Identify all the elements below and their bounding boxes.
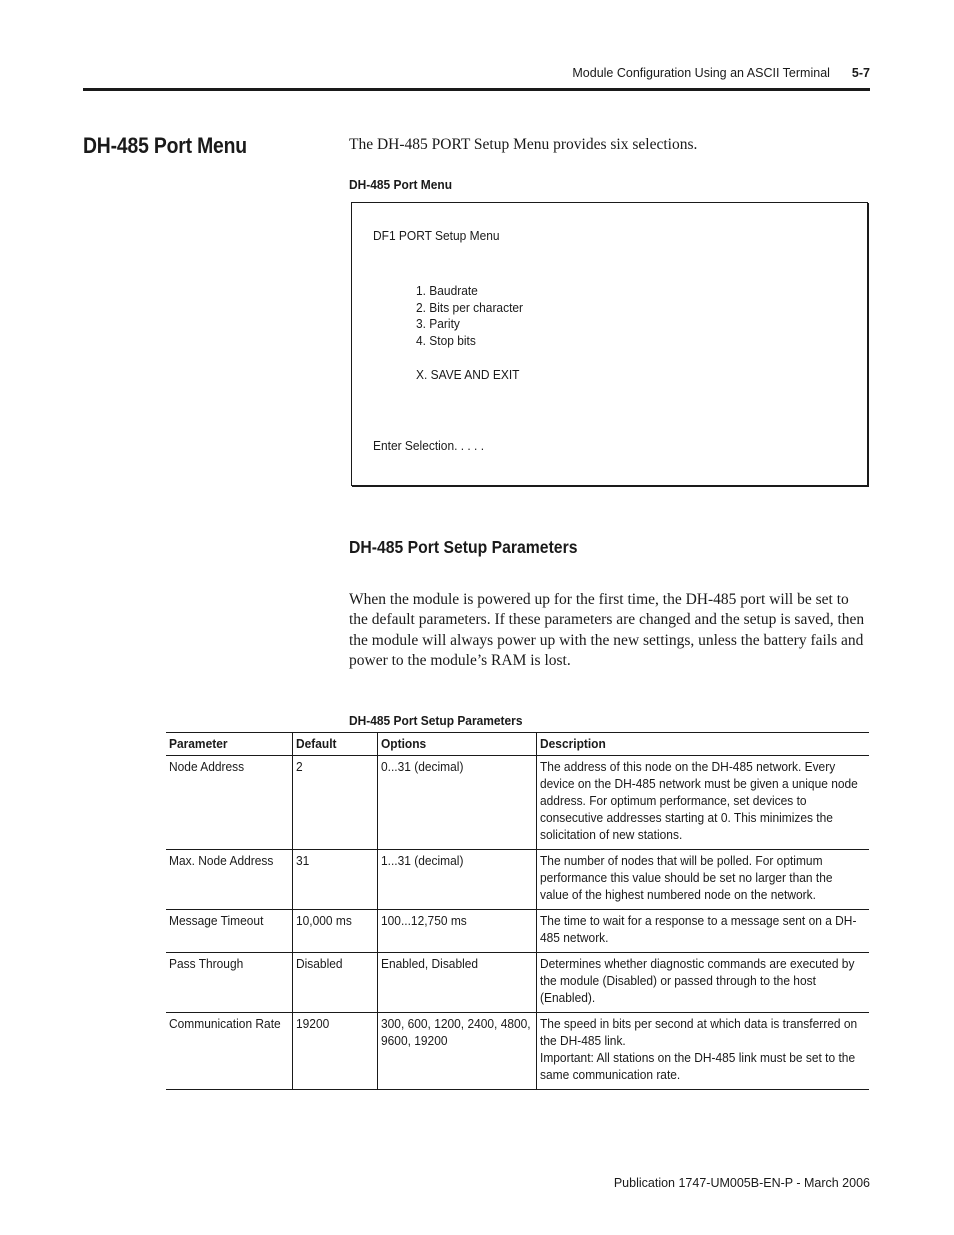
terminal-prompt: Enter Selection. . . . . — [373, 438, 485, 453]
cell-parameter: Max. Node Address — [166, 850, 293, 910]
table-row — [166, 1013, 869, 1090]
menu-item-bits-per-character: 2. Bits per character — [416, 299, 524, 315]
cell-default: 10,000 ms — [293, 910, 378, 953]
cell-parameter: Message Timeout — [166, 910, 293, 953]
important-note: Important: All stations on the DH-485 link must be set to the same communication rate. — [540, 1050, 856, 1082]
menu-item-stop-bits: 4. Stop bits — [416, 333, 476, 349]
cell-options: 300, 600, 1200, 2400, 4800, 9600, 19200 — [378, 1013, 537, 1090]
table-caption: DH-485 Port Setup Parameters — [349, 713, 523, 728]
section-title: DH-485 Port Menu — [83, 133, 247, 158]
cell-options: 100...12,750 ms — [378, 910, 537, 953]
header-options: Options — [378, 733, 537, 756]
table-row — [166, 910, 869, 953]
cell-description: The number of nodes that will be polled. For optimum performance this value should be set no larger than the value of the highest numbered node on the network. — [537, 850, 870, 910]
terminal-menu-items — [416, 283, 532, 350]
table-row — [166, 850, 869, 910]
parameters-table — [166, 732, 869, 1090]
header-rule — [83, 88, 870, 91]
table-header-row — [166, 733, 869, 756]
cell-description: The address of this node on the DH-485 network. Every device on the DH-485 network must be given a unique node address. For optimum performance, set devices to consecutive addresses starting at 0. This minimizes the solicitation of new stations. — [537, 756, 870, 850]
description-text: The speed in bits per second at which data is transferred on the DH-485 link. — [540, 1016, 858, 1048]
publication-footer: Publication 1747-UM005B-EN-P - March 2006 — [613, 1176, 870, 1190]
page-number: 5-7 — [851, 66, 870, 80]
table-row — [166, 953, 869, 1013]
cell-parameter: Communication Rate — [166, 1013, 293, 1090]
header-parameter: Parameter — [166, 733, 293, 756]
cell-description — [537, 1013, 870, 1090]
header-default: Default — [293, 733, 378, 756]
cell-default: 31 — [293, 850, 378, 910]
cell-parameter: Node Address — [166, 756, 293, 850]
menu-item-parity: 3. Parity — [416, 316, 460, 332]
cell-options: Enabled, Disabled — [378, 953, 537, 1013]
running-header — [540, 66, 870, 80]
chapter-title: Module Configuration Using an ASCII Terminal — [572, 66, 830, 80]
table-row — [166, 756, 869, 850]
cell-default: 2 — [293, 756, 378, 850]
cell-parameter: Pass Through — [166, 953, 293, 1013]
header-description: Description — [537, 733, 870, 756]
cell-default: Disabled — [293, 953, 378, 1013]
terminal-menu-title: DF1 PORT Setup Menu — [373, 228, 500, 243]
menu-figure-caption: DH-485 Port Menu — [349, 177, 453, 192]
setup-paragraph: When the module is powered up for the first time, the DH-485 port will be set to the default parameters. If these parameters are changed and the setup is saved, then the module will always power up with the new settings, unless the battery fails and power to the module’s RAM is lost. — [349, 591, 865, 669]
cell-options: 0...31 (decimal) — [378, 756, 537, 850]
intro-text: The DH-485 PORT Setup Menu provides six selections. — [349, 136, 698, 153]
cell-options: 1...31 (decimal) — [378, 850, 537, 910]
cell-description: The time to wait for a response to a message sent on a DH-485 network. — [537, 910, 870, 953]
terminal-menu-box — [351, 202, 868, 486]
menu-item-save-and-exit: X. SAVE AND EXIT — [416, 367, 520, 382]
menu-item-baudrate: 1. Baudrate — [416, 283, 478, 298]
cell-description: Determines whether diagnostic commands are executed by the module (Disabled) or passed through to the host (Enabled). — [537, 953, 870, 1013]
setup-heading: DH-485 Port Setup Parameters — [349, 537, 578, 557]
cell-default: 19200 — [293, 1013, 378, 1090]
